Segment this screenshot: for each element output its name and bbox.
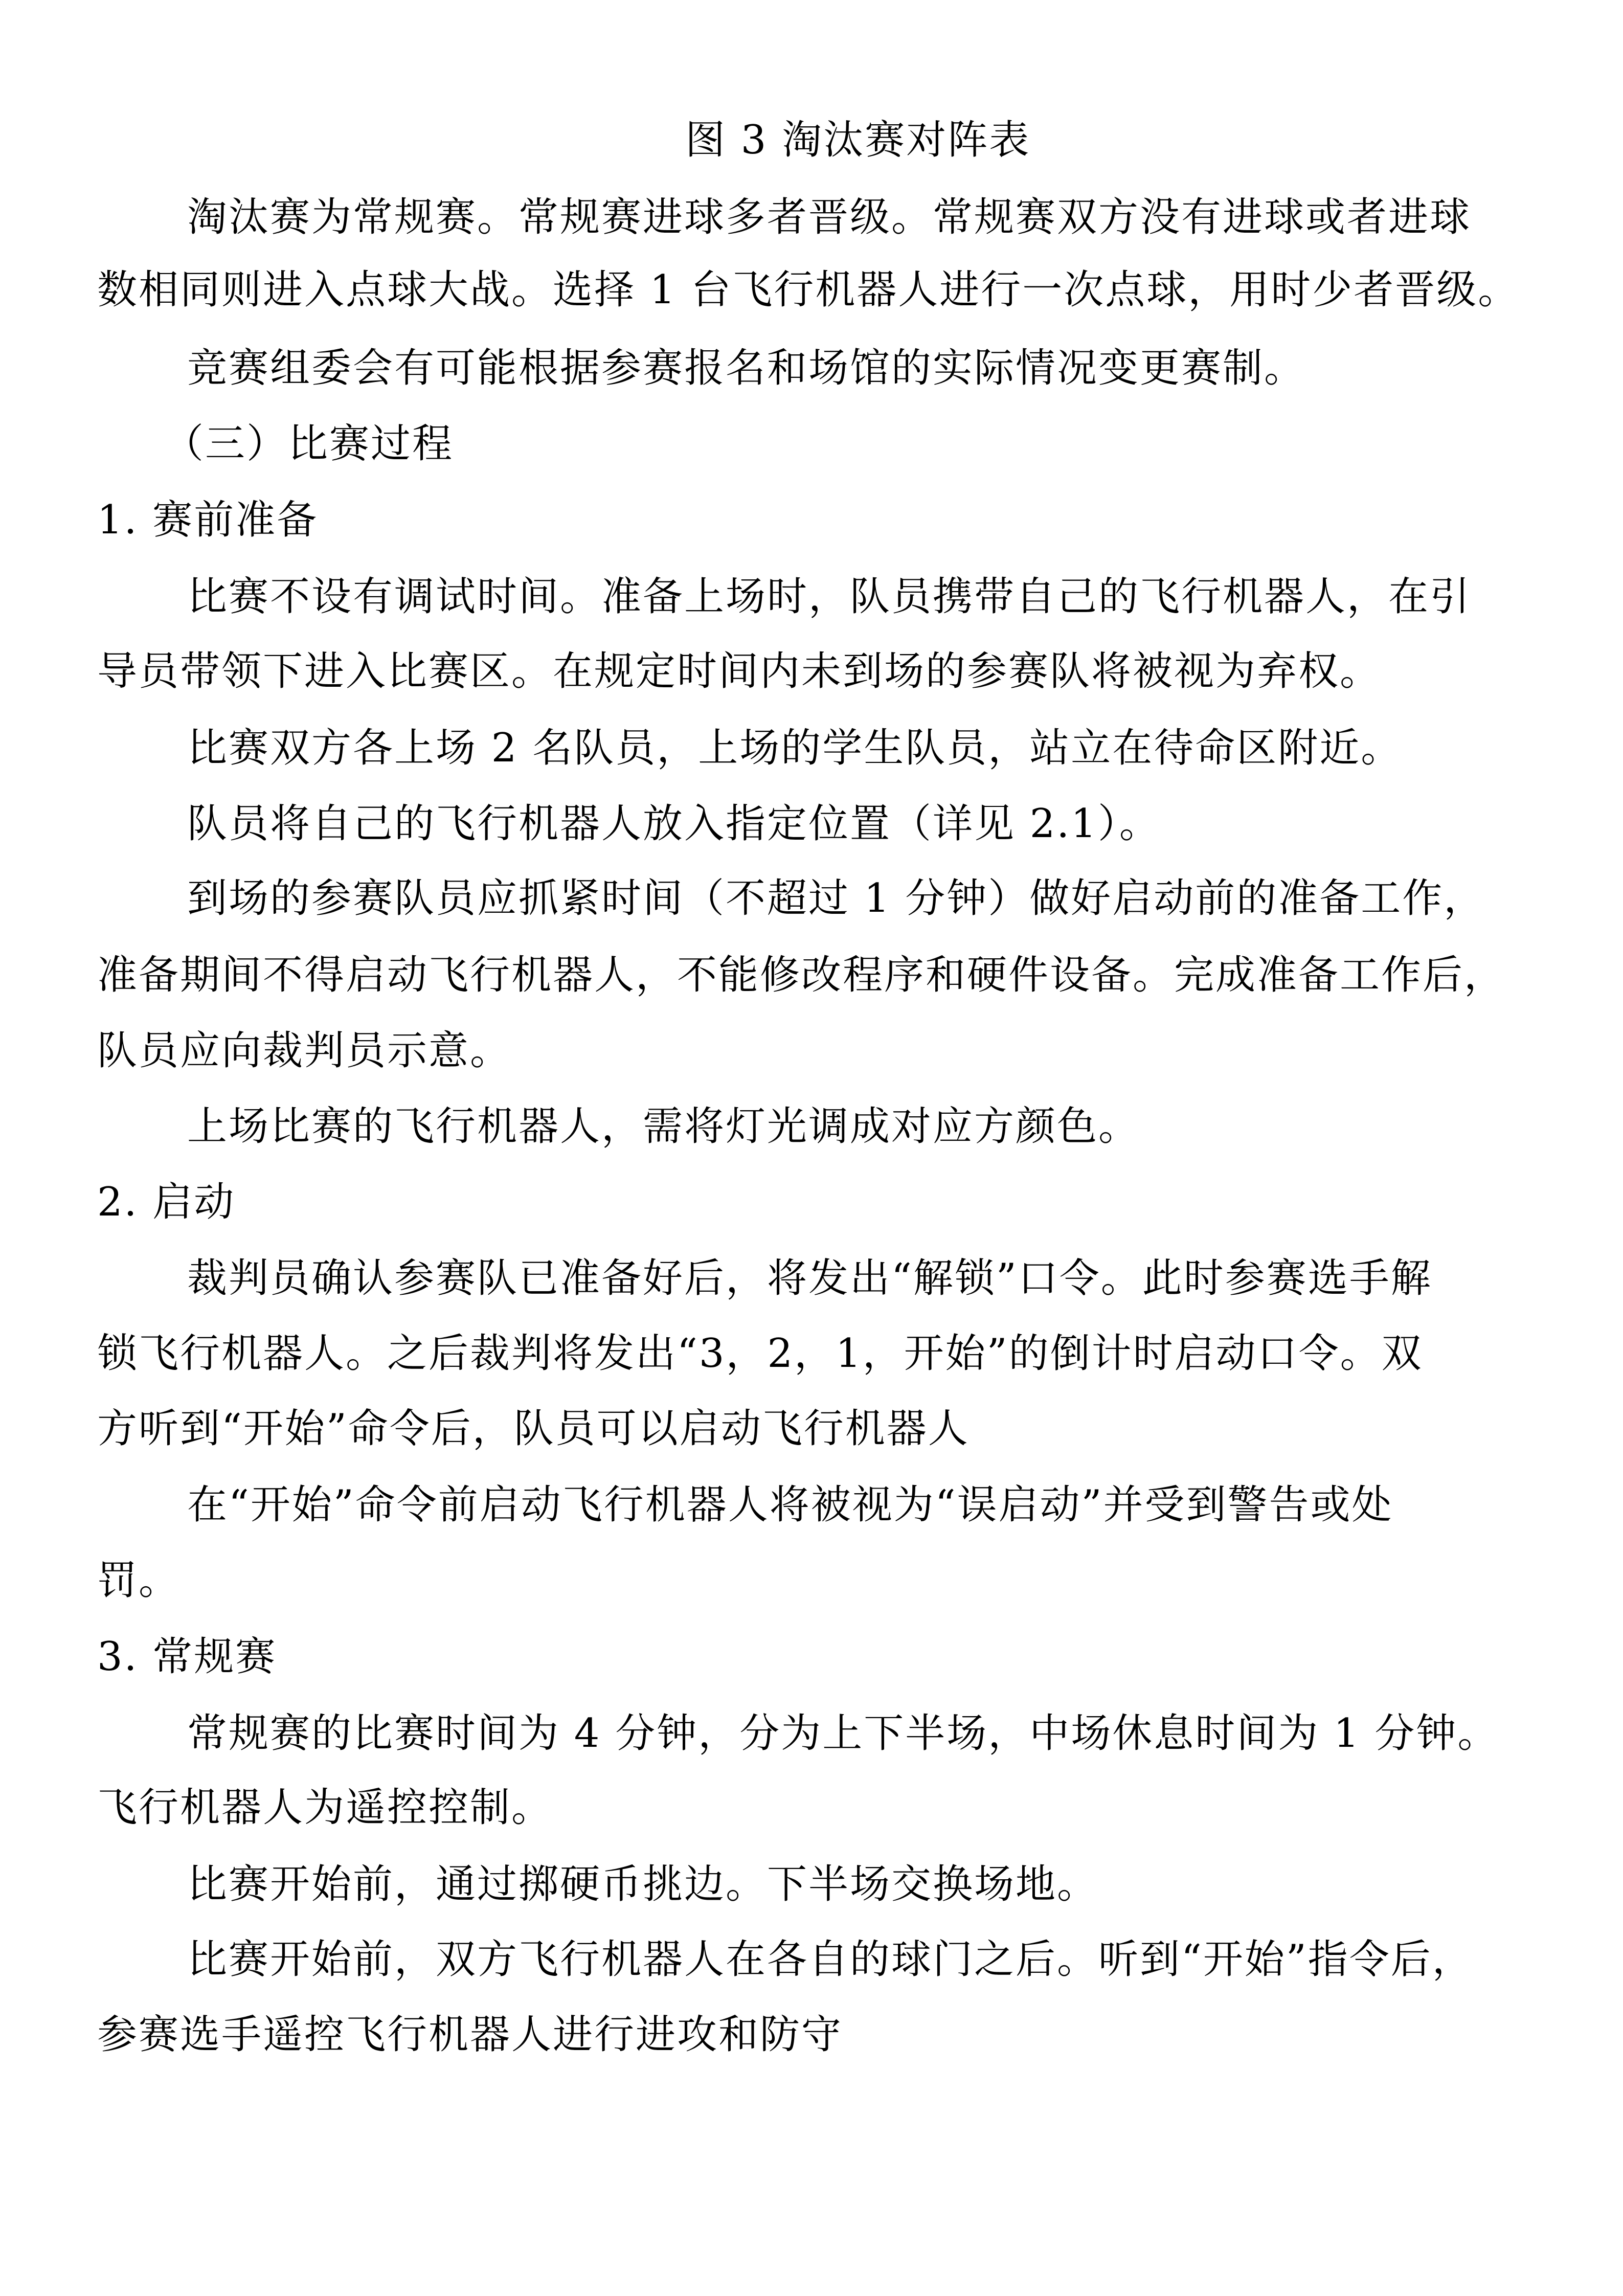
paragraph-line: 裁判员确认参赛队已准备好后，将发出“解锁”口令。此时参赛选手解 bbox=[187, 1255, 1432, 1301]
figure-caption: 图 3 淘汰赛对阵表 bbox=[685, 117, 1031, 163]
paragraph-line: 队员应向裁判员示意。 bbox=[97, 1028, 512, 1074]
paragraph-line: 队员将自己的飞行机器人放入指定位置（详见 2.1）。 bbox=[187, 801, 1161, 847]
paragraph-line: 飞行机器人为遥控控制。 bbox=[97, 1785, 553, 1831]
paragraph-line: 竞赛组委会有可能根据参赛报名和场馆的实际情况变更赛制。 bbox=[187, 345, 1306, 391]
paragraph-line: 在“开始”命令前启动飞行机器人将被视为“误启动”并受到警告或处 bbox=[187, 1482, 1393, 1528]
paragraph-line: 淘汰赛为常规赛。常规赛进球多者晋级。常规赛双方没有进球或者进球 bbox=[187, 194, 1472, 240]
paragraph-line: 比赛开始前，双方飞行机器人在各自的球门之后。听到“开始”指令后， bbox=[187, 1937, 1474, 1983]
paragraph-line: 准备期间不得启动飞行机器人，不能修改程序和硬件设备。完成准备工作后， bbox=[97, 952, 1506, 998]
subsection-heading: 3. 常规赛 bbox=[97, 1634, 277, 1680]
paragraph-line: 数相同则进入点球大战。选择 1 台飞行机器人进行一次点球，用时少者晋级。 bbox=[97, 267, 1520, 313]
paragraph-line: 方听到“开始”命令后，队员可以启动飞行机器人 bbox=[97, 1406, 970, 1452]
paragraph-line: 上场比赛的飞行机器人，需将灯光调成对应方颜色。 bbox=[187, 1104, 1140, 1150]
paragraph-line: 导员带领下进入比赛区。在规定时间内未到场的参赛队将被视为弃权。 bbox=[97, 648, 1382, 694]
paragraph-line: 比赛不设有调试时间。准备上场时，队员携带自己的飞行机器人，在引 bbox=[187, 574, 1472, 620]
section-heading: （三）比赛过程 bbox=[164, 421, 454, 467]
paragraph-line: 到场的参赛队员应抓紧时间（不超过 1 分钟）做好启动前的准备工作， bbox=[187, 875, 1485, 921]
paragraph-line: 参赛选手遥控飞行机器人进行进攻和防守 bbox=[97, 2012, 843, 2058]
paragraph-line: 常规赛的比赛时间为 4 分钟，分为上下半场，中场休息时间为 1 分钟。 bbox=[187, 1710, 1499, 1757]
paragraph-line: 罚。 bbox=[97, 1558, 181, 1604]
subsection-heading: 1. 赛前准备 bbox=[97, 497, 319, 543]
paragraph-line: 比赛开始前，通过掷硬币挑边。下半场交换场地。 bbox=[187, 1861, 1099, 1907]
paragraph-line: 锁飞行机器人。之后裁判将发出“3，2，1，开始”的倒计时启动口令。双 bbox=[97, 1331, 1423, 1377]
paragraph-line: 比赛双方各上场 2 名队员，上场的学生队员，站立在待命区附近。 bbox=[187, 725, 1403, 771]
subsection-heading: 2. 启动 bbox=[97, 1179, 236, 1225]
